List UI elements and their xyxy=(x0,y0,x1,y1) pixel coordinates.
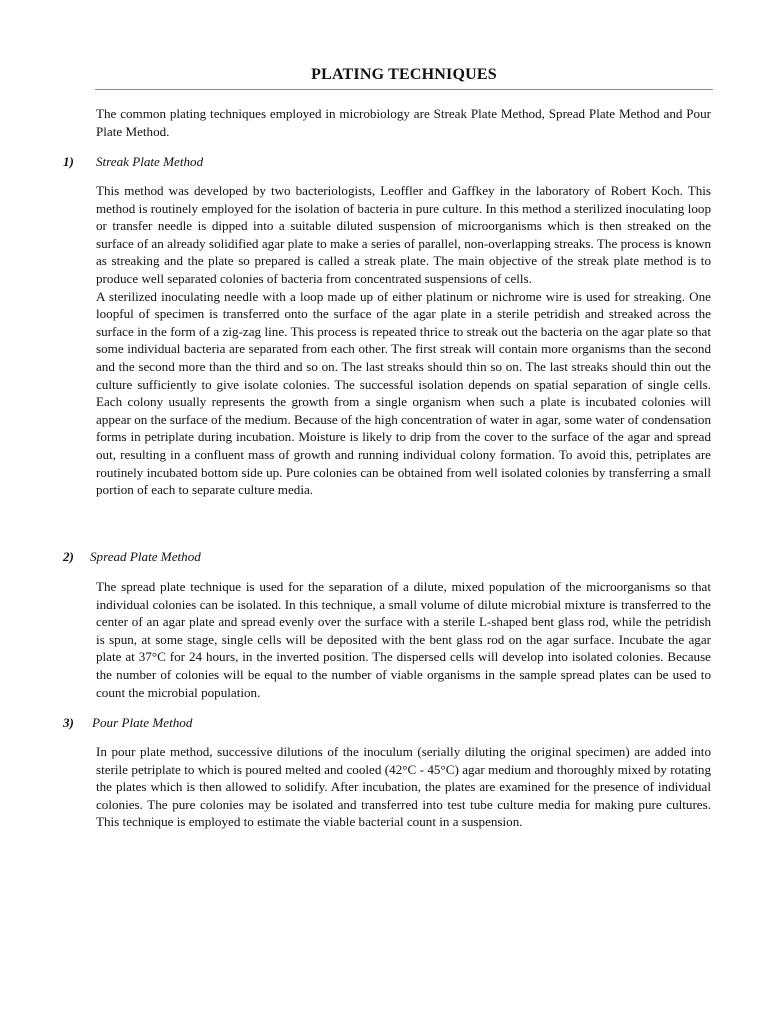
section-body-streak-plate xyxy=(96,182,711,499)
section-number: 3) xyxy=(63,715,74,730)
section-body-pour-plate xyxy=(96,743,711,831)
paragraph: A sterilized inoculating needle with a loop made up of either platinum or nichrome wire is used for streaking. One loopful of specimen is transferred onto the surface of the agar plate in a sterile petridish and streaked across the surface in the form of a zig-zag line. This process is repeated thrice to streak out the bacteria on the agar plate so that some individual bacteria are separated from each other. The first streak will contain more organisms than the second and the second more than the third and so on. The last streaks should thin so on. The last streaks should thin out the culture sufficiently to give isolate colonies. The successful isolation depends on spatial separation of single cells. Each colony usually represents the growth from a single organism when such a plate is incubated colonies will appear on the surface of the medium. Because of the high concentration of water in agar, some water of condensation forms in petriplate during incubation. Moisture is likely to drip from the cover to the surface of the agar and spread out, resulting in a confluent mass of growth and running individual colony formation. To avoid this, petriplates are routinely incubated bottom side up. Pure colonies can be obtained from well isolated colonies by transferring a small portion of each to separate culture media. xyxy=(96,288,711,498)
section-title: Spread Plate Method xyxy=(90,549,201,564)
paragraph: The spread plate technique is used for the separation of a dilute, mixed population of the microorganisms so that individual colonies can be isolated. In this technique, a small volume of dilute microbial mixture is transferred to the center of an agar plate and spread evenly over the surface with a sterile L-shaped bent glass rod, while the petridish is spun, at some stage, single cells will be deposited with the bent glass rod on the agar surface. Incubate the agar plate at 37°C for 24 hours, in the inverted position. The dispersed cells will develop into isolated colonies. Because the number of colonies will be equal to the number of viable organisms in the sample spread plates can be used to count the microbial population. xyxy=(96,579,711,700)
intro-paragraph: The common plating techniques employed in microbiology are Streak Plate Method, Spread Plate Method and Pour Plate Method. xyxy=(96,106,711,139)
paragraph: This method was developed by two bacteriologists, Leoffler and Gaffkey in the laboratory of Robert Koch. This method is routinely employed for the isolation of bacteria in pure culture. In this method a sterilized inoculating loop or transfer needle is dipped into a suitable diluted suspension of microorganisms which is then streaked on the surface of an already solidified agar plate to make a series of parallel, non-overlapping streaks. The process is known as streaking and the plate so prepared is called a streak plate. The main objective of the streak plate method is to produce well separated colonies of bacteria from concentrated suspensions of cells. xyxy=(96,183,711,286)
section-title: Pour Plate Method xyxy=(92,715,193,730)
section-title: Streak Plate Method xyxy=(96,154,204,169)
paragraph: In pour plate method, successive dilutions of the inoculum (serially diluting the original specimen) are added into sterile petriplate to which is poured melted and cooled (42°C - 45°C) agar medium and thoroughly mixed by rotating the plates which is then allowed to solidify. After incubation, the plates are examined for the presence of individual colonies. The pure colonies may be isolated and transferred into test tube culture media for making pure cultures. This technique is employed to estimate the viable bacterial count in a suspension. xyxy=(96,744,711,830)
title-underline xyxy=(95,89,713,90)
page-title: PLATING TECHNIQUES xyxy=(311,66,497,83)
section-number: 2) xyxy=(63,549,74,564)
section-body-spread-plate xyxy=(96,578,711,701)
section-number: 1) xyxy=(63,154,74,169)
